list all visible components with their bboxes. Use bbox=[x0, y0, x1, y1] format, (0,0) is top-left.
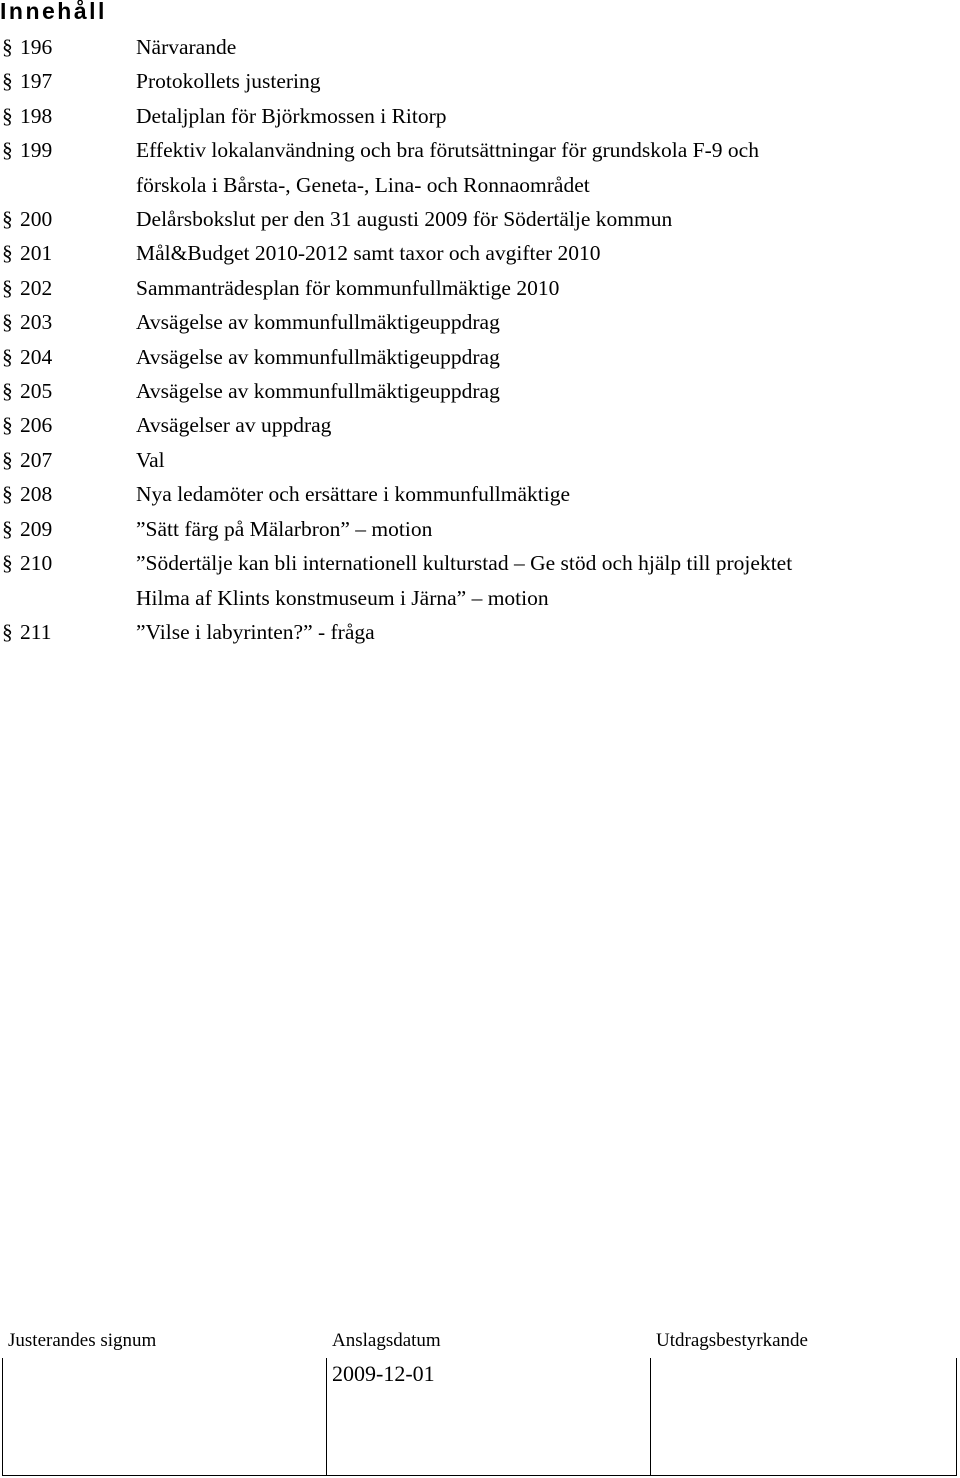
section-title: Närvarande bbox=[136, 35, 237, 59]
section-title: Detaljplan för Björkmossen i Ritorp bbox=[136, 103, 447, 128]
section-number: 205 bbox=[20, 379, 53, 404]
section-symbol: § bbox=[2, 35, 13, 59]
section-symbol: § bbox=[2, 619, 13, 644]
section-number: 201 bbox=[20, 241, 53, 266]
toc-entry bbox=[0, 374, 960, 408]
section-title: Delårsbokslut per den 31 augusti 2009 för Södertälje kommun bbox=[136, 207, 673, 232]
section-number: 208 bbox=[20, 482, 53, 507]
section-symbol: § bbox=[2, 413, 13, 438]
toc-entry bbox=[0, 340, 960, 374]
section-symbol: § bbox=[2, 516, 13, 541]
posting-date-value: 2009-12-01 bbox=[332, 1361, 435, 1386]
section-title: Mål&Budget 2010-2012 samt taxor och avgifter 2010 bbox=[136, 241, 601, 266]
section-title: Avsägelse av kommunfullmäktigeuppdrag bbox=[136, 310, 500, 335]
section-title: förskola i Bårsta-, Geneta-, Lina- och Ronnaområdet bbox=[136, 172, 590, 197]
section-number: 211 bbox=[20, 619, 52, 644]
section-symbol: § bbox=[2, 207, 13, 232]
toc-entry bbox=[0, 546, 960, 580]
section-title: Sammanträdesplan för kommunfullmäktige 2010 bbox=[136, 275, 560, 300]
toc-entry-continuation bbox=[0, 581, 960, 615]
section-title: ”Sätt färg på Mälarbron” – motion bbox=[136, 516, 433, 541]
section-symbol: § bbox=[2, 482, 13, 507]
toc-entry bbox=[0, 615, 960, 649]
section-symbol: § bbox=[2, 551, 13, 576]
table-of-contents bbox=[0, 30, 960, 649]
box-divider-left bbox=[2, 1358, 3, 1476]
certification-label: Utdragsbestyrkande bbox=[656, 1330, 808, 1351]
section-title: Avsägelse av kommunfullmäktigeuppdrag bbox=[136, 379, 500, 404]
box-divider-right bbox=[956, 1358, 957, 1476]
toc-entry bbox=[0, 64, 960, 98]
section-symbol: § bbox=[2, 344, 13, 369]
toc-entry bbox=[0, 30, 960, 64]
toc-entry bbox=[0, 99, 960, 133]
section-number: 198 bbox=[20, 103, 53, 128]
toc-entry bbox=[0, 202, 960, 236]
section-symbol: § bbox=[2, 69, 13, 94]
posting-date-label: Anslagsdatum bbox=[332, 1330, 441, 1351]
toc-entry bbox=[0, 305, 960, 339]
section-number: 207 bbox=[20, 447, 53, 472]
section-number: 203 bbox=[20, 310, 53, 335]
section-title: Avsägelser av uppdrag bbox=[136, 413, 332, 438]
toc-entry bbox=[0, 477, 960, 511]
toc-entry bbox=[0, 443, 960, 477]
signature-label: Justerandes signum bbox=[8, 1330, 157, 1351]
section-symbol: § bbox=[2, 447, 13, 472]
section-title: Protokollets justering bbox=[136, 69, 321, 94]
section-symbol: § bbox=[2, 241, 13, 266]
section-symbol: § bbox=[2, 103, 13, 128]
section-symbol: § bbox=[2, 275, 13, 300]
toc-entry bbox=[0, 408, 960, 442]
section-number: 209 bbox=[20, 516, 53, 541]
section-title: Effektiv lokalanvändning och bra förutsättningar för grundskola F-9 och bbox=[136, 138, 759, 163]
document-title: Innehåll bbox=[0, 0, 107, 24]
toc-entry-continuation bbox=[0, 168, 960, 202]
section-title: Avsägelse av kommunfullmäktigeuppdrag bbox=[136, 344, 500, 369]
box-divider-right-inner bbox=[650, 1358, 651, 1476]
section-title: ”Södertälje kan bli internationell kulturstad – Ge stöd och hjälp till projektet bbox=[136, 551, 793, 576]
toc-entry bbox=[0, 236, 960, 270]
box-divider-middle bbox=[326, 1358, 327, 1476]
toc-entry bbox=[0, 271, 960, 305]
footer-signature-box bbox=[0, 1326, 960, 1476]
toc-entry bbox=[0, 512, 960, 546]
section-number: 204 bbox=[20, 344, 53, 369]
section-number: 199 bbox=[20, 138, 53, 163]
toc-entry bbox=[0, 133, 960, 167]
section-title: ”Vilse i labyrinten?” - fråga bbox=[136, 619, 375, 644]
section-symbol: § bbox=[2, 379, 13, 404]
section-title: Nya ledamöter och ersättare i kommunfullmäktige bbox=[136, 482, 571, 507]
section-number: 206 bbox=[20, 413, 53, 438]
section-number: 197 bbox=[20, 69, 53, 94]
section-number: 196 bbox=[20, 35, 53, 59]
section-number: 202 bbox=[20, 275, 53, 300]
section-number: 200 bbox=[20, 207, 53, 232]
section-number: 210 bbox=[20, 551, 53, 576]
section-symbol: § bbox=[2, 138, 13, 163]
section-symbol: § bbox=[2, 310, 13, 335]
box-bottom-border bbox=[2, 1475, 957, 1476]
section-title: Val bbox=[136, 447, 165, 472]
section-title: Hilma af Klints konstmuseum i Järna” – motion bbox=[136, 585, 549, 610]
